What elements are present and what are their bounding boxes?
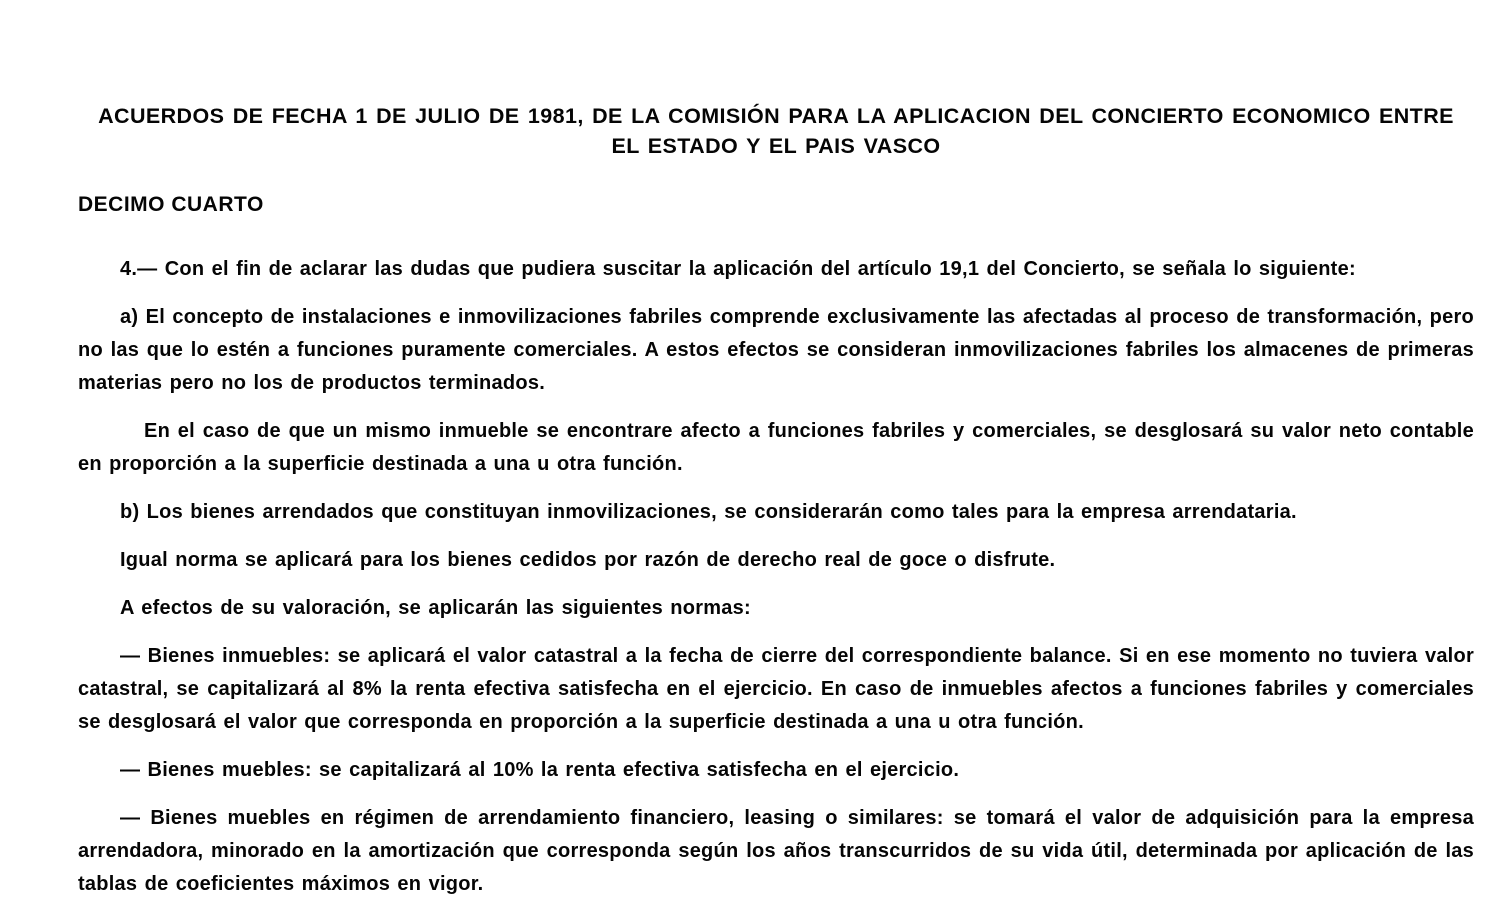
paragraph-item-b: b) Los bienes arrendados que constituyan inmovilizaciones, se considerarán como tales para la empresa arrendataria. bbox=[120, 501, 1297, 523]
paragraph-inmueble-mixto: En el caso de que un mismo inmueble se encontrare afecto a funciones fabriles y comerciales, se desglosará su valor neto contable en proporción a la superficie destinada a una u otra función. bbox=[78, 420, 1474, 475]
paragraph-intro-4: 4.— Con el fin de aclarar las dudas que pudiera suscitar la aplicación del artículo 19,1 del Concierto, se señala lo siguiente: bbox=[120, 258, 1356, 280]
paragraph-item-a: a) El concepto de instalaciones e inmovilizaciones fabriles comprende exclusivamente las afectadas al proceso de transformación, pero no las que lo estén a funciones puramente comerciales. A estos efectos se consideran inmovilizaciones fabriles los almacenes de primeras materias pero no los de productos terminados. bbox=[78, 306, 1474, 394]
section-heading: DECIMO CUARTO bbox=[78, 193, 264, 216]
paragraph-bienes-inmuebles: — Bienes inmuebles: se aplicará el valor catastral a la fecha de cierre del correspondiente balance. Si en ese momento no tuviera valor catastral, se capitalizará al 8% la renta efectiva satisfecha en el ejercicio. En caso de inmuebles afectos a funciones fabriles y comerciales se desglosará el valor que corresponda en proporción a la superficie destinada a una u otra función. bbox=[78, 645, 1474, 733]
document-body bbox=[78, 253, 1474, 901]
paragraph-efectos-valoracion: A efectos de su valoración, se aplicarán las siguientes normas: bbox=[120, 597, 751, 619]
paragraph-bienes-muebles-leasing: — Bienes muebles en régimen de arrendamiento financiero, leasing o similares: se tomará el valor de adquisición para la empresa arrendadora, minorado en la amortización que corresponda según los años transcurridos de su vida útil, determinada por aplicación de las tablas de coeficientes máximos en vigor. bbox=[78, 807, 1474, 895]
document-title bbox=[78, 101, 1474, 161]
paragraph-bienes-muebles: — Bienes muebles: se capitalizará al 10% la renta efectiva satisfecha en el ejercicio. bbox=[120, 759, 960, 781]
title-line-2: EL ESTADO Y EL PAIS VASCO bbox=[611, 134, 941, 158]
paragraph-igual-norma: Igual norma se aplicará para los bienes cedidos por razón de derecho real de goce o disfrute. bbox=[120, 549, 1056, 571]
title-line-1: ACUERDOS DE FECHA 1 DE JULIO DE 1981, DE LA COMISIÓN PARA LA APLICACION DEL CONCIERTO ECONOMICO ENTRE bbox=[98, 104, 1454, 128]
